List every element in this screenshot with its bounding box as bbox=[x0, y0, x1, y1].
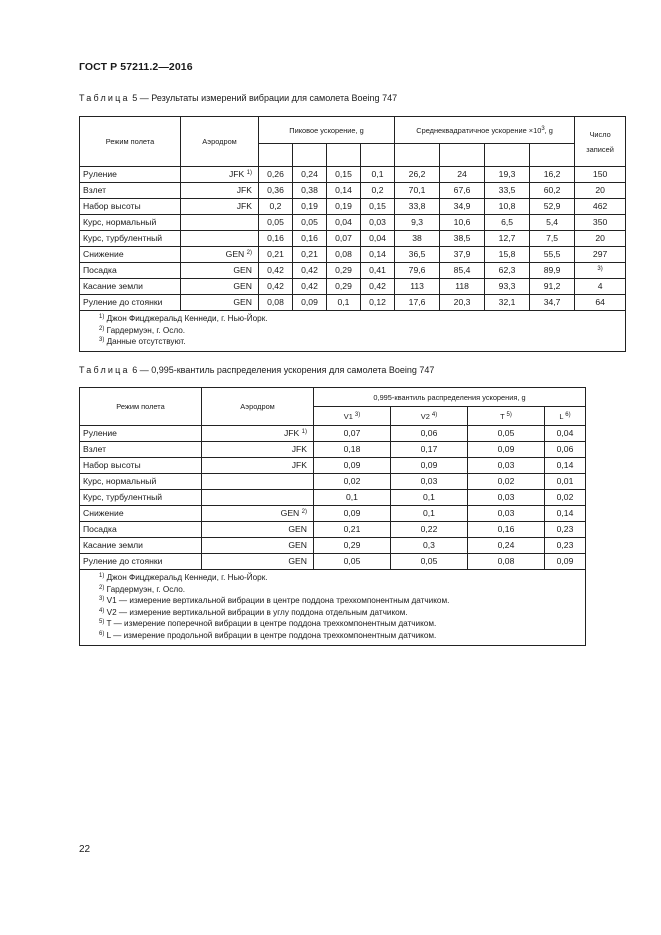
table6-cell-value: 0,03 bbox=[468, 506, 545, 522]
table5-cell-peak: 0,42 bbox=[293, 263, 327, 279]
table-row bbox=[80, 490, 586, 506]
table6-caption-text: 6 — 0,995-квантиль распределения ускорения для самолета Boeing 747 bbox=[129, 365, 435, 375]
footnote-text: Джон Фицджеральд Кеннеди, г. Нью-Йорк. bbox=[104, 573, 268, 582]
table5-cell-airport bbox=[181, 231, 259, 247]
table5-cell-rms: 10,8 bbox=[485, 199, 530, 215]
table5-cell-records bbox=[575, 263, 626, 279]
airport-code: JFK bbox=[228, 169, 245, 179]
table6-cell-mode: Посадка bbox=[80, 522, 202, 538]
airport-code: GEN bbox=[280, 508, 300, 518]
col-label: V2 bbox=[420, 411, 430, 421]
table5-cell-rms: 20,3 bbox=[440, 295, 485, 311]
table5-header-rms bbox=[395, 117, 575, 144]
table5-cell-rms: 10,6 bbox=[440, 215, 485, 231]
footnote-mark: 2) bbox=[99, 325, 105, 332]
table-row bbox=[80, 554, 586, 570]
table6-cell-value: 0,09 bbox=[468, 442, 545, 458]
table5-cell-rms: 79,6 bbox=[395, 263, 440, 279]
table6-cell-mode: Взлет bbox=[80, 442, 202, 458]
table5-cell-peak: 0,42 bbox=[293, 279, 327, 295]
table5-cell-peak: 0,15 bbox=[361, 199, 395, 215]
table-row bbox=[80, 199, 626, 215]
col-label: T bbox=[500, 411, 505, 421]
footnote-mark: 6) bbox=[99, 630, 105, 637]
table5-cell-rms: 70,1 bbox=[395, 183, 440, 199]
table5-cell-airport bbox=[181, 263, 259, 279]
table6-cell-value: 0,02 bbox=[545, 490, 586, 506]
table6-cell-mode: Набор высоты bbox=[80, 458, 202, 474]
table6-header-quantile: 0,995-квантиль распределения ускорения, g bbox=[314, 388, 586, 407]
table6-cell-value: 0,05 bbox=[314, 554, 391, 570]
airport-code: JFK bbox=[291, 460, 307, 470]
table6-cell-value: 0,04 bbox=[545, 426, 586, 442]
table5-cell-mode: Набор высоты bbox=[80, 199, 181, 215]
table5-cell-peak: 0,1 bbox=[361, 167, 395, 183]
table5-cell-airport bbox=[181, 183, 259, 199]
table5-cell-rms: 93,3 bbox=[485, 279, 530, 295]
footnote-mark: 1) bbox=[99, 314, 105, 320]
table6-cell-value: 0,3 bbox=[391, 538, 468, 554]
table5-cell-peak: 0,14 bbox=[327, 183, 361, 199]
table5-cell-rms: 89,9 bbox=[530, 263, 575, 279]
table5-cell-rms: 6,5 bbox=[485, 215, 530, 231]
table5-header-blank bbox=[327, 144, 361, 167]
table5-header-peak: Пиковое ускорение, g bbox=[259, 117, 395, 144]
table6-cell-value: 0,03 bbox=[468, 458, 545, 474]
table5-cell-mode: Курс, турбулентный bbox=[80, 231, 181, 247]
table5-cell-peak: 0,05 bbox=[293, 215, 327, 231]
table5-cell-mode: Взлет bbox=[80, 183, 181, 199]
table6-cell-airport bbox=[202, 522, 314, 538]
table6-cell-airport bbox=[202, 554, 314, 570]
airport-code: GEN bbox=[288, 524, 307, 534]
table-row bbox=[80, 506, 586, 522]
table5-cell-peak: 0,08 bbox=[259, 295, 293, 311]
table5-cell-peak: 0,03 bbox=[361, 215, 395, 231]
table6-cell-value: 0,23 bbox=[545, 522, 586, 538]
table5-cell-rms: 33,5 bbox=[485, 183, 530, 199]
table-row bbox=[80, 474, 586, 490]
table5-cell-peak: 0,16 bbox=[259, 231, 293, 247]
table-row bbox=[80, 279, 626, 295]
table5-cell-records bbox=[575, 215, 626, 231]
records-value: 20 bbox=[595, 185, 605, 195]
table6-cell-value: 0,24 bbox=[468, 538, 545, 554]
table5-cell-records bbox=[575, 199, 626, 215]
col-label: L bbox=[559, 411, 564, 421]
airport-code: GEN bbox=[225, 249, 245, 259]
table5-cell-records bbox=[575, 167, 626, 183]
table5-cell-peak: 0,29 bbox=[327, 263, 361, 279]
airport-code: GEN bbox=[288, 556, 307, 566]
footnote bbox=[99, 572, 585, 584]
table5-cell-peak: 0,05 bbox=[259, 215, 293, 231]
table5-header-mode: Режим полета bbox=[80, 117, 181, 167]
table6-cell-airport bbox=[202, 458, 314, 474]
table5-cell-rms: 113 bbox=[395, 279, 440, 295]
table5-caption bbox=[79, 93, 397, 103]
table5-cell-rms: 34,7 bbox=[530, 295, 575, 311]
table5-cell-peak: 0,21 bbox=[293, 247, 327, 263]
table6-cell-airport bbox=[202, 474, 314, 490]
table5-cell-peak: 0,41 bbox=[361, 263, 395, 279]
table5-cell-airport bbox=[181, 215, 259, 231]
table5-footnotes-row bbox=[80, 311, 626, 352]
table6-cell-value: 0,1 bbox=[391, 490, 468, 506]
table6-cell-airport bbox=[202, 538, 314, 554]
table6-cell-mode: Руление bbox=[80, 426, 202, 442]
table6-cell-airport bbox=[202, 442, 314, 458]
table5-cell-rms: 15,8 bbox=[485, 247, 530, 263]
table5-caption-text: 5 — Результаты измерений вибрации для самолета Boeing 747 bbox=[129, 93, 398, 103]
table6-footnotes bbox=[80, 570, 586, 646]
table5-cell-rms: 26,2 bbox=[395, 167, 440, 183]
table5-cell-mode: Касание земли bbox=[80, 279, 181, 295]
footnote-ref: 5) bbox=[506, 411, 512, 418]
table6-cell-value: 0,01 bbox=[545, 474, 586, 490]
table5-cell-rms: 91,2 bbox=[530, 279, 575, 295]
table5-cell-mode: Посадка bbox=[80, 263, 181, 279]
table6-cell-value: 0,09 bbox=[545, 554, 586, 570]
airport-code: GEN bbox=[233, 297, 252, 307]
airport-code: GEN bbox=[233, 281, 252, 291]
footnote-ref: 1) bbox=[301, 429, 307, 435]
footnote-text: T — измерение поперечной вибрации в центре поддона трехкомпонентным датчиком. bbox=[104, 619, 437, 629]
table5-header-blank bbox=[530, 144, 575, 167]
table6-cell-airport bbox=[202, 506, 314, 522]
table6-footnotes-row bbox=[80, 570, 586, 646]
table5-cell-peak: 0,1 bbox=[327, 295, 361, 311]
table6-cell-value: 0,03 bbox=[391, 474, 468, 490]
table-row bbox=[80, 522, 586, 538]
table-row bbox=[80, 442, 586, 458]
table5-cell-rms: 118 bbox=[440, 279, 485, 295]
table-row bbox=[80, 183, 626, 199]
table5-cell-peak: 0,2 bbox=[361, 183, 395, 199]
table5-cell-peak: 0,2 bbox=[259, 199, 293, 215]
table5-cell-airport bbox=[181, 167, 259, 183]
table5-cell-records bbox=[575, 295, 626, 311]
footnote bbox=[99, 325, 625, 337]
table6-cell-value: 0,18 bbox=[314, 442, 391, 458]
table5-header-blank bbox=[293, 144, 327, 167]
table5-header-rms-prefix: Среднеквадратичное ускорение ×10 bbox=[416, 125, 542, 135]
table5-cell-rms: 17,6 bbox=[395, 295, 440, 311]
table5-cell-airport bbox=[181, 279, 259, 295]
table6-cell-value: 0,1 bbox=[391, 506, 468, 522]
table6-cell-value: 0,05 bbox=[468, 426, 545, 442]
table5-cell-peak: 0,26 bbox=[259, 167, 293, 183]
table-row bbox=[80, 247, 626, 263]
table5-cell-airport bbox=[181, 199, 259, 215]
table5-cell-peak: 0,42 bbox=[259, 263, 293, 279]
records-value: 462 bbox=[592, 201, 608, 211]
table6-quantile bbox=[79, 387, 586, 646]
table5-cell-records bbox=[575, 231, 626, 247]
table5-cell-peak: 0,36 bbox=[259, 183, 293, 199]
table5-cell-rms: 9,3 bbox=[395, 215, 440, 231]
table5-cell-rms: 19,3 bbox=[485, 167, 530, 183]
table6-cell-value: 0,06 bbox=[391, 426, 468, 442]
footnote bbox=[99, 630, 585, 642]
table6-cell-value: 0,17 bbox=[391, 442, 468, 458]
table5-cell-peak: 0,04 bbox=[327, 215, 361, 231]
table5-cell-rms: 37,9 bbox=[440, 247, 485, 263]
table5-cell-peak: 0,21 bbox=[259, 247, 293, 263]
footnote-mark: 4) bbox=[99, 607, 105, 614]
table6-cell-mode: Курс, нормальный bbox=[80, 474, 202, 490]
table5-cell-peak: 0,24 bbox=[293, 167, 327, 183]
table6-cell-value: 0,16 bbox=[468, 522, 545, 538]
table5-cell-rms: 5,4 bbox=[530, 215, 575, 231]
records-value: 297 bbox=[592, 249, 608, 259]
table6-cell-value: 0,1 bbox=[314, 490, 391, 506]
footnote-text: Джон Фицджеральд Кеннеди, г. Нью-Йорк. bbox=[104, 314, 268, 323]
table5-vibration-results bbox=[79, 116, 626, 352]
airport-code: JFK bbox=[291, 444, 307, 454]
airport-code: GEN bbox=[288, 540, 307, 550]
table5-cell-peak: 0,16 bbox=[293, 231, 327, 247]
table5-cell-mode: Руление до стоянки bbox=[80, 295, 181, 311]
table6-header-airport: Аэродром bbox=[202, 388, 314, 426]
table6-cell-value: 0,14 bbox=[545, 458, 586, 474]
table5-header-blank bbox=[440, 144, 485, 167]
footnote bbox=[99, 313, 625, 325]
table5-cell-peak: 0,42 bbox=[259, 279, 293, 295]
table5-cell-peak: 0,12 bbox=[361, 295, 395, 311]
table6-header-v2 bbox=[391, 407, 468, 426]
footnote-mark: 3) bbox=[99, 337, 105, 344]
table6-caption-word: Таблица bbox=[79, 365, 130, 375]
footnote-text: Гардермуэн, г. Осло. bbox=[104, 584, 186, 594]
table5-cell-peak: 0,38 bbox=[293, 183, 327, 199]
table5-cell-mode: Руление bbox=[80, 167, 181, 183]
table5-cell-rms: 52,9 bbox=[530, 199, 575, 215]
table5-cell-rms: 33,8 bbox=[395, 199, 440, 215]
table6-cell-value: 0,06 bbox=[545, 442, 586, 458]
footnote-ref: 6) bbox=[565, 411, 571, 418]
table5-header-blank bbox=[395, 144, 440, 167]
footnote bbox=[99, 336, 625, 348]
table5-cell-peak: 0,09 bbox=[293, 295, 327, 311]
airport-code: JFK bbox=[236, 185, 252, 195]
table6-cell-value: 0,02 bbox=[314, 474, 391, 490]
footnote-text: L — измерение продольной вибрации в центре поддона трехкомпонентным датчиком. bbox=[104, 630, 437, 640]
footnote bbox=[99, 618, 585, 630]
table5-cell-rms: 38,5 bbox=[440, 231, 485, 247]
table-row bbox=[80, 167, 626, 183]
footnote bbox=[99, 584, 585, 596]
table6-cell-value: 0,02 bbox=[468, 474, 545, 490]
table5-cell-records bbox=[575, 279, 626, 295]
table5-cell-rms: 24 bbox=[440, 167, 485, 183]
table5-cell-mode: Снижение bbox=[80, 247, 181, 263]
footnote-mark: 2) bbox=[99, 584, 105, 591]
table6-cell-mode: Касание земли bbox=[80, 538, 202, 554]
table6-cell-airport bbox=[202, 426, 314, 442]
table5-cell-rms: 32,1 bbox=[485, 295, 530, 311]
footnote-ref: 2) bbox=[246, 250, 252, 256]
footnote-ref: 3) bbox=[354, 411, 361, 418]
table5-cell-rms: 16,2 bbox=[530, 167, 575, 183]
airport-code: GEN bbox=[233, 265, 252, 275]
footnote-mark: 5) bbox=[99, 619, 105, 626]
col-label: V1 bbox=[343, 411, 353, 421]
records-value: 20 bbox=[595, 233, 605, 243]
table-row bbox=[80, 231, 626, 247]
footnote-ref: 3) bbox=[597, 266, 603, 272]
table-row bbox=[80, 263, 626, 279]
table6-cell-value: 0,09 bbox=[314, 506, 391, 522]
table6-caption bbox=[79, 365, 434, 375]
footnote-text: Данные отсутствуют. bbox=[104, 337, 186, 347]
table5-header-blank bbox=[361, 144, 395, 167]
table6-cell-value: 0,05 bbox=[391, 554, 468, 570]
table6-header-mode: Режим полета bbox=[80, 388, 202, 426]
table6-header-v1 bbox=[314, 407, 391, 426]
records-value: 4 bbox=[597, 281, 603, 291]
table6-cell-airport bbox=[202, 490, 314, 506]
table5-cell-rms: 34,9 bbox=[440, 199, 485, 215]
table6-cell-value: 0,23 bbox=[545, 538, 586, 554]
table5-header-rms-suffix: , g bbox=[544, 125, 553, 135]
table5-header-records: Число записей bbox=[575, 117, 626, 167]
table5-cell-peak: 0,29 bbox=[327, 279, 361, 295]
airport-code: JFK bbox=[283, 428, 300, 438]
table6-cell-value: 0,14 bbox=[545, 506, 586, 522]
table5-header-airport: Аэродром bbox=[181, 117, 259, 167]
table6-header-t bbox=[468, 407, 545, 426]
table6-cell-value: 0,09 bbox=[391, 458, 468, 474]
records-value: 150 bbox=[592, 169, 608, 179]
table5-cell-airport bbox=[181, 247, 259, 263]
footnote-mark: 1) bbox=[99, 573, 105, 579]
document-standard-title: ГОСТ Р 57211.2—2016 bbox=[79, 61, 193, 73]
table6-cell-mode: Курс, турбулентный bbox=[80, 490, 202, 506]
page-number: 22 bbox=[79, 844, 91, 855]
table6-header-l bbox=[545, 407, 586, 426]
table-row bbox=[80, 538, 586, 554]
table6-cell-value: 0,09 bbox=[314, 458, 391, 474]
table5-cell-peak: 0,14 bbox=[361, 247, 395, 263]
airport-code: JFK bbox=[236, 201, 252, 211]
table6-cell-value: 0,08 bbox=[468, 554, 545, 570]
table5-cell-peak: 0,04 bbox=[361, 231, 395, 247]
table5-cell-rms: 12,7 bbox=[485, 231, 530, 247]
table5-header-blank bbox=[485, 144, 530, 167]
table6-cell-value: 0,07 bbox=[314, 426, 391, 442]
table5-cell-rms: 62,3 bbox=[485, 263, 530, 279]
table6-cell-mode: Руление до стоянки bbox=[80, 554, 202, 570]
footnote-ref: 1) bbox=[246, 170, 252, 176]
records-value: 350 bbox=[592, 217, 608, 227]
table6-cell-mode: Снижение bbox=[80, 506, 202, 522]
table5-cell-peak: 0,07 bbox=[327, 231, 361, 247]
table5-header-blank bbox=[259, 144, 293, 167]
table6-cell-value: 0,21 bbox=[314, 522, 391, 538]
footnote-text: V1 — измерение вертикальной вибрации в центре поддона трехкомпонентным датчиком. bbox=[104, 596, 450, 606]
table5-header-rms-exp: 3 bbox=[541, 125, 545, 132]
table5-cell-rms: 67,6 bbox=[440, 183, 485, 199]
table5-cell-rms: 7,5 bbox=[530, 231, 575, 247]
footnote bbox=[99, 595, 585, 607]
table5-cell-rms: 85,4 bbox=[440, 263, 485, 279]
table6-cell-value: 0,03 bbox=[468, 490, 545, 506]
table6-cell-value: 0,22 bbox=[391, 522, 468, 538]
table5-cell-records bbox=[575, 247, 626, 263]
table-row bbox=[80, 215, 626, 231]
table5-footnotes bbox=[80, 311, 626, 352]
table5-cell-peak: 0,19 bbox=[327, 199, 361, 215]
table5-cell-peak: 0,08 bbox=[327, 247, 361, 263]
table5-cell-peak: 0,15 bbox=[327, 167, 361, 183]
table5-cell-airport bbox=[181, 295, 259, 311]
footnote-ref: 4) bbox=[431, 411, 438, 418]
table5-caption-word: Таблица bbox=[79, 93, 130, 103]
records-value: 64 bbox=[595, 297, 605, 307]
table5-cell-rms: 55,5 bbox=[530, 247, 575, 263]
footnote-text: V2 — измерение вертикальной вибрации в углу поддона отдельным датчиком. bbox=[104, 607, 408, 617]
table-row bbox=[80, 295, 626, 311]
table5-cell-rms: 60,2 bbox=[530, 183, 575, 199]
table5-cell-rms: 38 bbox=[395, 231, 440, 247]
table5-cell-rms: 36,5 bbox=[395, 247, 440, 263]
table-row bbox=[80, 426, 586, 442]
footnote bbox=[99, 607, 585, 619]
table5-cell-peak: 0,19 bbox=[293, 199, 327, 215]
table5-cell-records bbox=[575, 183, 626, 199]
footnote-ref: 2) bbox=[301, 509, 307, 515]
footnote-mark: 3) bbox=[99, 596, 105, 603]
footnote-text: Гардермуэн, г. Осло. bbox=[104, 325, 186, 335]
table5-cell-peak: 0,42 bbox=[361, 279, 395, 295]
table-row bbox=[80, 458, 586, 474]
table5-cell-mode: Курс, нормальный bbox=[80, 215, 181, 231]
table6-cell-value: 0,29 bbox=[314, 538, 391, 554]
